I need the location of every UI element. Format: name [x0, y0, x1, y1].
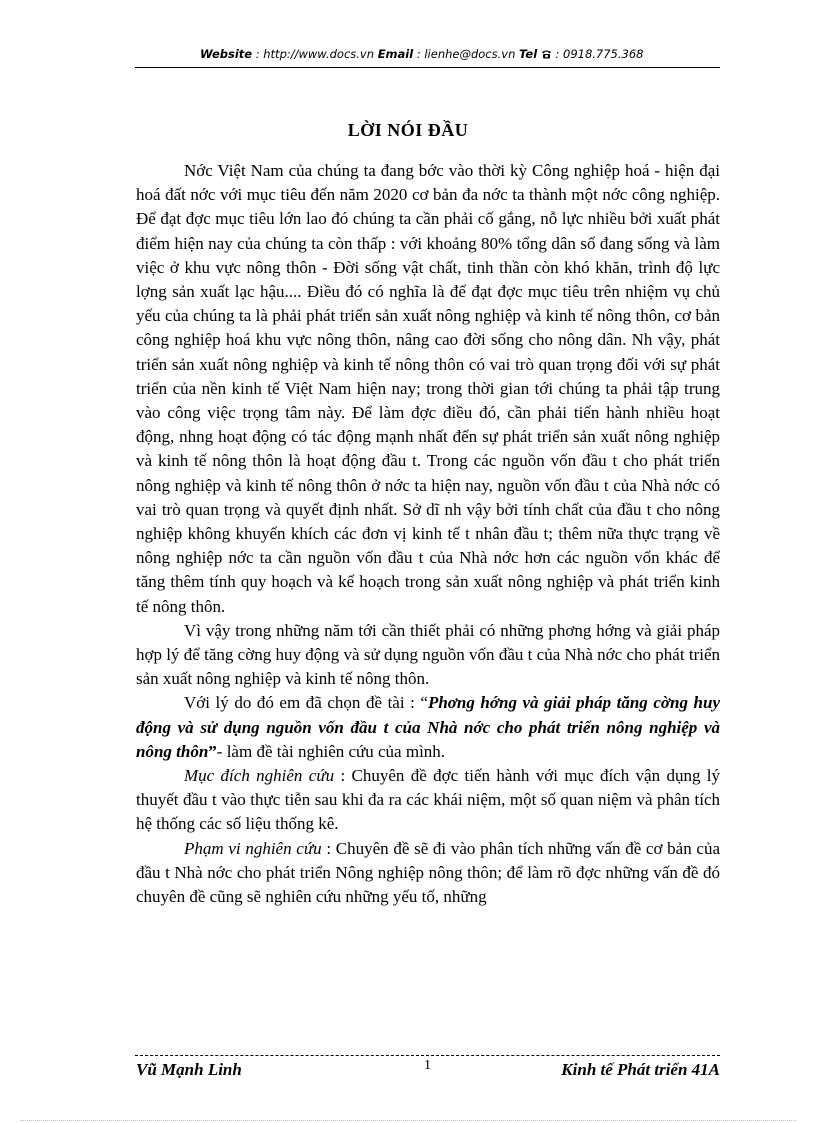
topic-tail: - làm đề tài nghiên cứu của mình. — [216, 741, 446, 761]
purpose-text: : Chuyên đề đợc tiến hành với mục đích vận dụng lý thuyết đầu t vào thực tiễn sau khi đa ra các khái niệm, một số quan niệm và phân tích hệ thống các số liệu thống kê. — [136, 766, 721, 834]
footer-divider — [135, 1055, 720, 1056]
topic-title: Phơng hớng và giải pháp tăng cờng huy động và sử dụng nguồn vốn đầu t của Nhà nớc cho phát triển nông nghiệp và nông thôn — [136, 693, 720, 761]
page-header — [200, 47, 720, 62]
email-label: Email — [377, 47, 414, 61]
website-value: : http://www.docs.vn — [255, 47, 375, 61]
header-divider — [135, 67, 720, 68]
scope-term: Phạm vi nghiên cứu — [184, 838, 322, 858]
tel-label: Tel — [519, 47, 538, 61]
topic-close-quote: ” — [208, 741, 217, 761]
tel-value: : 0918.775.368 — [555, 47, 644, 61]
footer-author: Vũ Mạnh Linh — [136, 1060, 242, 1079]
topic-lead: Với lý do đó em đã chọn đề tài : “ — [184, 693, 428, 713]
scope-text: : Chuyên đề sẽ đi vào phân tích những vấn đề cơ bản của đầu t Nhà nớc cho phát triển Nông nghiệp nông thôn; để làm rõ đợc những vấn đề đó chuyên đề cũng sẽ nghiên cứu những yếu tố, những — [136, 838, 721, 907]
document-body — [136, 159, 720, 909]
phone-icon — [541, 48, 552, 62]
paragraph-scope — [136, 837, 720, 910]
paragraph-intro: Nớc Việt Nam của chúng ta đang bớc vào thời kỳ Công nghiệp hoá - hiện đại hoá đất nớc với mục tiêu đến năm 2020 cơ bản đa nớc ta thành một nớc công nghiệp. Để đạt đợc mục tiêu lớn lao đó chúng ta cần phải cố gắng, nỗ lực nhiều bởi xuất phát điểm hiện nay của chúng ta còn thấp : với khoảng 80% tổng dân số đang sống và làm việc ở khu vực nông thôn - Đời sống vật chất, tinh thần còn khó khăn, trình độ lực lợng sản xuất lạc hậu.... Điều đó có nghĩa là để đạt đợc mục tiêu trên nhiệm vụ chủ yếu của chúng ta là phải phát triển sản xuất nông nghiệp và kinh tế nông thôn, cơ bản công nghiệp hoá khu vực nông thôn, nâng cao đời sống cho nông dân. Nh vậy, phát triển sản xuất nông nghiệp và kinh tế nông thôn có vai trò quan trọng đối với sự phát triển của nền kinh tế Việt Nam hiện nay; trong thời gian tới chúng ta phải tập trung vào công việc trọng tâm này. Để làm đợc điều đó, cần phải tiến hành nhiều hoạt động, nhng hoạt động có tác động mạnh nhất đến sự phát triển sản xuất nông nghiệp và kinh tế nông thôn là hoạt động đầu t. Trong các nguồn vốn đầu t cho phát triển nông nghiệp và kinh tế nông thôn ở nớc ta hiện nay, nguồn vốn đầu t của Nhà nớc có vai trò quan trọng và quyết định nhất. Sở dĩ nh vậy bởi tính chất của đầu t cho nông nghiệp không khuyến khích các đơn vị kinh tế t nhân đầu t; thêm nữa thực trạng về nông nghiệp nớc ta cần nguồn vốn đầu t của Nhà nớc hơn các nguồn vốn khác để tăng thêm tính quy hoạch và kế hoạch trong sản xuất nông nghiệp và phát triển kinh tế nông thôn. — [136, 161, 720, 616]
page-bottom-edge — [20, 1120, 796, 1121]
email-value: : lienhe@docs.vn — [416, 47, 516, 61]
footer-class: Kinh tế Phát triển 41A — [561, 1060, 720, 1079]
paragraph-purpose — [136, 764, 720, 837]
paragraph-direction: Vì vậy trong những năm tới cần thiết phải có những phơng hớng và giải pháp hợp lý để tăng cờng huy động và sử dụng nguồn vốn đầu t của Nhà nớc cho phát triển sản xuất nông nghiệp và kinh tế nông thôn. — [136, 620, 720, 689]
page-title: LỜI NÓI ĐẦU — [347, 120, 469, 140]
purpose-term: Mục đích nghiên cứu — [184, 766, 335, 786]
page-number: 1 — [424, 1058, 431, 1073]
website-label: Website — [200, 47, 253, 61]
paragraph-topic — [136, 691, 720, 764]
